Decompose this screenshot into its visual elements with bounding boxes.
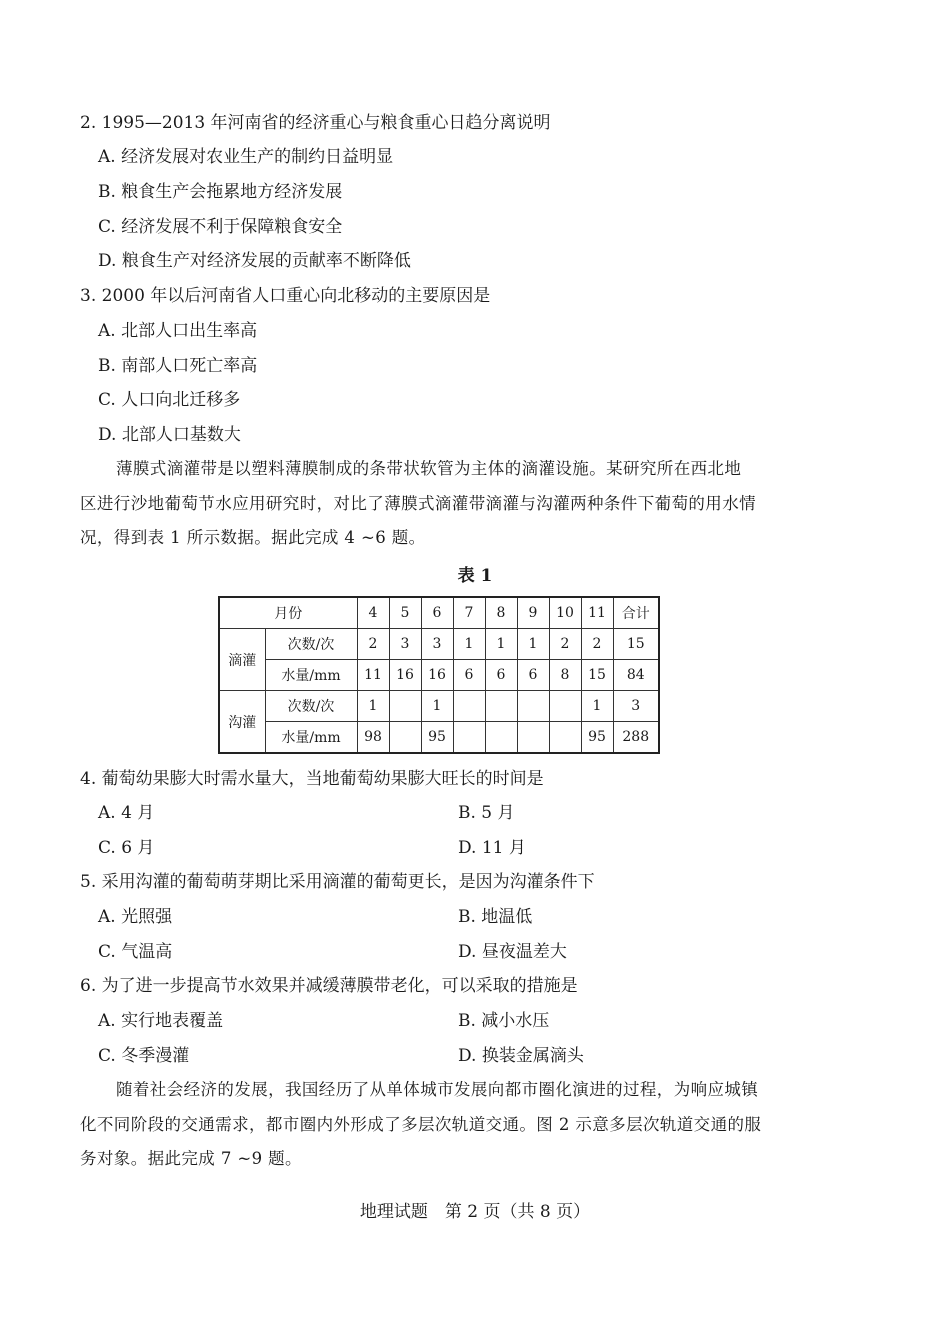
month-cell: 8 bbox=[485, 597, 517, 629]
month-cell: 4 bbox=[357, 597, 389, 629]
total-header-cell: 合计 bbox=[613, 597, 659, 629]
furrow-group-label: 沟灌 bbox=[219, 691, 265, 754]
question-5-option-d: D. 昼夜温差大 bbox=[458, 942, 567, 962]
question-4-stem: 4. 葡萄幼果膨大时需水量大，当地葡萄幼果膨大旺长的时间是 bbox=[80, 769, 544, 789]
drip-group-label: 滴灌 bbox=[219, 629, 265, 691]
question-5-option-b: B. 地温低 bbox=[458, 907, 533, 927]
table-cell: 6 bbox=[517, 660, 549, 691]
table-cell: 2 bbox=[357, 629, 389, 660]
table-cell: 6 bbox=[485, 660, 517, 691]
question-2-stem: 2. 1995—2013 年河南省的经济重心与粮食重心日趋分离说明 bbox=[80, 113, 551, 133]
question-3-stem: 3. 2000 年以后河南省人口重心向北移动的主要原因是 bbox=[80, 286, 491, 306]
passage-1-line-1: 薄膜式滴灌带是以塑料薄膜制成的条带状软管为主体的滴灌设施。某研究所在西北地 bbox=[116, 459, 742, 478]
table-cell: 3 bbox=[613, 691, 659, 722]
question-5-option-a: A. 光照强 bbox=[98, 907, 173, 927]
question-4-option-c: C. 6 月 bbox=[98, 838, 155, 858]
question-6-option-b: B. 减小水压 bbox=[458, 1011, 550, 1031]
table-cell bbox=[485, 722, 517, 754]
month-cell: 9 bbox=[517, 597, 549, 629]
question-3-option-d: D. 北部人口基数大 bbox=[98, 425, 241, 445]
table-cell: 1 bbox=[485, 629, 517, 660]
table-cell: 1 bbox=[517, 629, 549, 660]
question-2-option-d: D. 粮食生产对经济发展的贡献率不断降低 bbox=[98, 251, 411, 271]
table-row bbox=[219, 691, 659, 722]
question-6-option-c: C. 冬季漫灌 bbox=[98, 1046, 190, 1066]
passage-2-line-2: 化不同阶段的交通需求，都市圈内外形成了多层次轨道交通。图 2 示意多层次轨道交通的服 bbox=[80, 1115, 762, 1134]
question-3-option-c: C. 人口向北迁移多 bbox=[98, 390, 241, 410]
question-3-option-b: B. 南部人口死亡率高 bbox=[98, 356, 258, 376]
question-6-option-d: D. 换装金属滴头 bbox=[458, 1046, 584, 1066]
table-cell bbox=[453, 691, 485, 722]
table-row bbox=[219, 629, 659, 660]
furrow-water-label: 水量/mm bbox=[265, 722, 357, 754]
table-cell bbox=[389, 691, 421, 722]
question-5-option-c: C. 气温高 bbox=[98, 942, 173, 962]
table-cell: 2 bbox=[581, 629, 613, 660]
table-cell: 288 bbox=[613, 722, 659, 754]
table-cell bbox=[549, 722, 581, 754]
page-footer: 地理试题 第 2 页（共 8 页） bbox=[359, 1202, 591, 1222]
passage-1-line-3: 况，得到表 1 所示数据。据此完成 4 ~6 题。 bbox=[80, 528, 426, 547]
table-cell bbox=[549, 691, 581, 722]
month-header-label: 月份 bbox=[219, 597, 357, 629]
question-3-option-a: A. 北部人口出生率高 bbox=[98, 321, 258, 341]
table-1 bbox=[218, 596, 660, 754]
table-cell bbox=[389, 722, 421, 754]
drip-times-label: 次数/次 bbox=[265, 629, 357, 660]
passage-1-line-2: 区进行沙地葡萄节水应用研究时，对比了薄膜式滴灌带滴灌与沟灌两种条件下葡萄的用水情 bbox=[80, 494, 756, 513]
table-cell: 11 bbox=[357, 660, 389, 691]
month-cell: 6 bbox=[421, 597, 453, 629]
table-cell: 8 bbox=[549, 660, 581, 691]
table-cell: 1 bbox=[357, 691, 389, 722]
table-cell: 16 bbox=[389, 660, 421, 691]
question-2-option-a: A. 经济发展对农业生产的制约日益明显 bbox=[98, 147, 394, 167]
table-cell bbox=[485, 691, 517, 722]
table-cell: 1 bbox=[581, 691, 613, 722]
table-cell bbox=[453, 722, 485, 754]
furrow-times-label: 次数/次 bbox=[265, 691, 357, 722]
table-row bbox=[219, 660, 659, 691]
table-cell: 15 bbox=[581, 660, 613, 691]
table-cell: 95 bbox=[421, 722, 453, 754]
question-2-option-b: B. 粮食生产会拖累地方经济发展 bbox=[98, 182, 343, 202]
passage-2-line-1: 随着社会经济的发展，我国经历了从单体城市发展向都市圈化演进的过程，为响应城镇 bbox=[116, 1080, 759, 1099]
table-cell: 95 bbox=[581, 722, 613, 754]
table-cell: 1 bbox=[421, 691, 453, 722]
month-cell: 10 bbox=[549, 597, 581, 629]
question-6-stem: 6. 为了进一步提高节水效果并减缓薄膜带老化，可以采取的措施是 bbox=[80, 976, 578, 996]
question-4-option-b: B. 5 月 bbox=[458, 803, 515, 823]
drip-water-label: 水量/mm bbox=[265, 660, 357, 691]
table-header-row bbox=[219, 597, 659, 629]
table-cell: 3 bbox=[389, 629, 421, 660]
question-6-option-a: A. 实行地表覆盖 bbox=[98, 1011, 224, 1031]
table-1-title: 表 1 bbox=[457, 566, 493, 586]
table-cell: 84 bbox=[613, 660, 659, 691]
question-4-option-a: A. 4 月 bbox=[98, 803, 155, 823]
question-2-option-c: C. 经济发展不利于保障粮食安全 bbox=[98, 217, 343, 237]
question-4-option-d: D. 11 月 bbox=[458, 838, 526, 858]
table-cell: 16 bbox=[421, 660, 453, 691]
month-cell: 11 bbox=[581, 597, 613, 629]
table-cell: 1 bbox=[453, 629, 485, 660]
table-cell bbox=[517, 722, 549, 754]
table-row bbox=[219, 722, 659, 754]
passage-2-line-3: 务对象。据此完成 7 ~9 题。 bbox=[80, 1149, 302, 1168]
table-cell: 15 bbox=[613, 629, 659, 660]
table-cell: 2 bbox=[549, 629, 581, 660]
table-cell bbox=[517, 691, 549, 722]
table-cell: 3 bbox=[421, 629, 453, 660]
month-cell: 5 bbox=[389, 597, 421, 629]
table-cell: 6 bbox=[453, 660, 485, 691]
question-5-stem: 5. 采用沟灌的葡萄萌芽期比采用滴灌的葡萄更长，是因为沟灌条件下 bbox=[80, 872, 595, 892]
month-cell: 7 bbox=[453, 597, 485, 629]
table-cell: 98 bbox=[357, 722, 389, 754]
